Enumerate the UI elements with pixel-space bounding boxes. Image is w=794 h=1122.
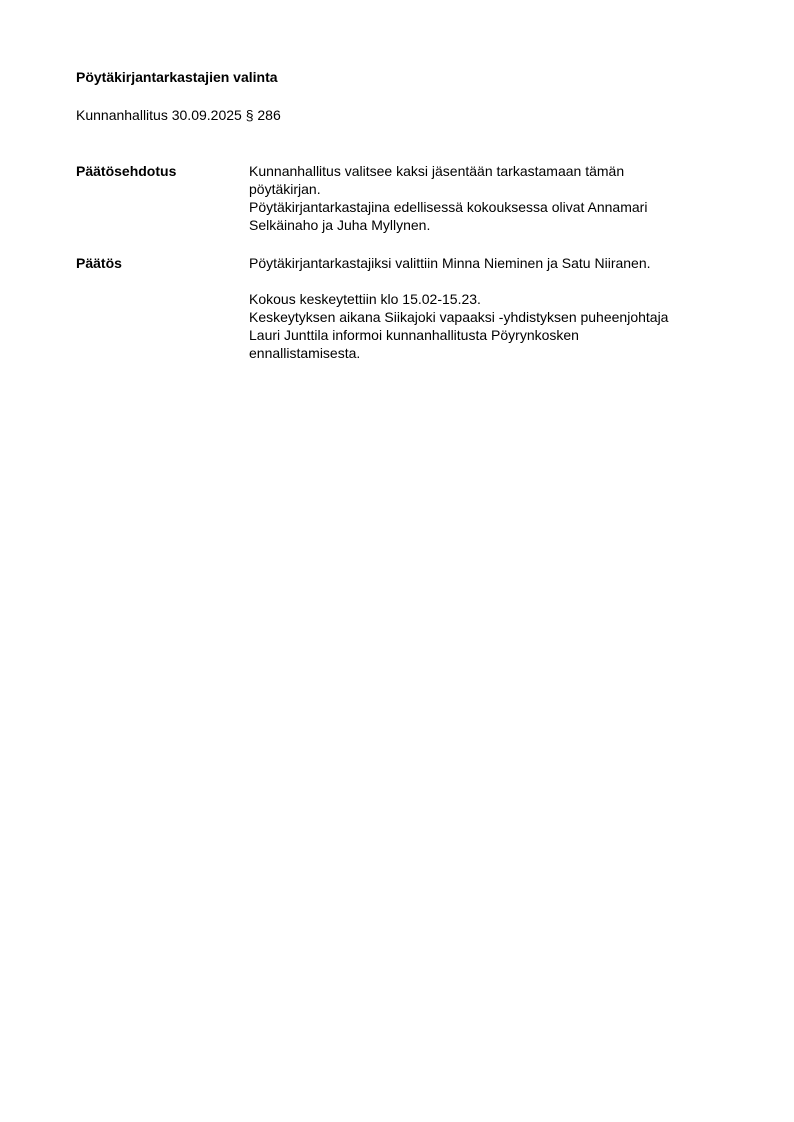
- proposal-text: [249, 162, 733, 234]
- decision-line: Keskeytyksen aikana Siikajoki vapaaksi -yhdistyksen puheenjohtaja: [249, 309, 669, 325]
- proposal-line: Pöytäkirjantarkastajina edellisessä kokouksessa olivat Annamari: [249, 199, 648, 215]
- meeting-reference: Kunnanhallitus 30.09.2025 § 286: [76, 107, 281, 123]
- decision-body: [249, 254, 733, 362]
- decision-line: Pöytäkirjantarkastajiksi valittiin Minna Nieminen ja Satu Niiranen.: [249, 255, 651, 271]
- proposal-label: Päätösehdotus: [76, 163, 177, 179]
- proposal-body: [249, 162, 733, 234]
- decision-line: Lauri Junttila informoi kunnanhallitusta Pöyrynkosken: [249, 327, 579, 343]
- decision-line: ennallistamisesta.: [249, 345, 361, 361]
- proposal-line: Selkäinaho ja Juha Myllynen.: [249, 217, 431, 233]
- decision-paragraph-1: [249, 254, 733, 272]
- proposal-line: Kunnanhallitus valitsee kaksi jäsentään tarkastamaan tämän: [249, 163, 625, 179]
- paragraph-spacer: [249, 272, 733, 290]
- decision-paragraph-2: [249, 290, 733, 362]
- proposal-line: pöytäkirjan.: [249, 181, 321, 197]
- document-title: Pöytäkirjantarkastajien valinta: [76, 69, 278, 85]
- decision-line: Kokous keskeytettiin klo 15.02-15.23.: [249, 291, 481, 307]
- decision-label: Päätös: [76, 255, 122, 271]
